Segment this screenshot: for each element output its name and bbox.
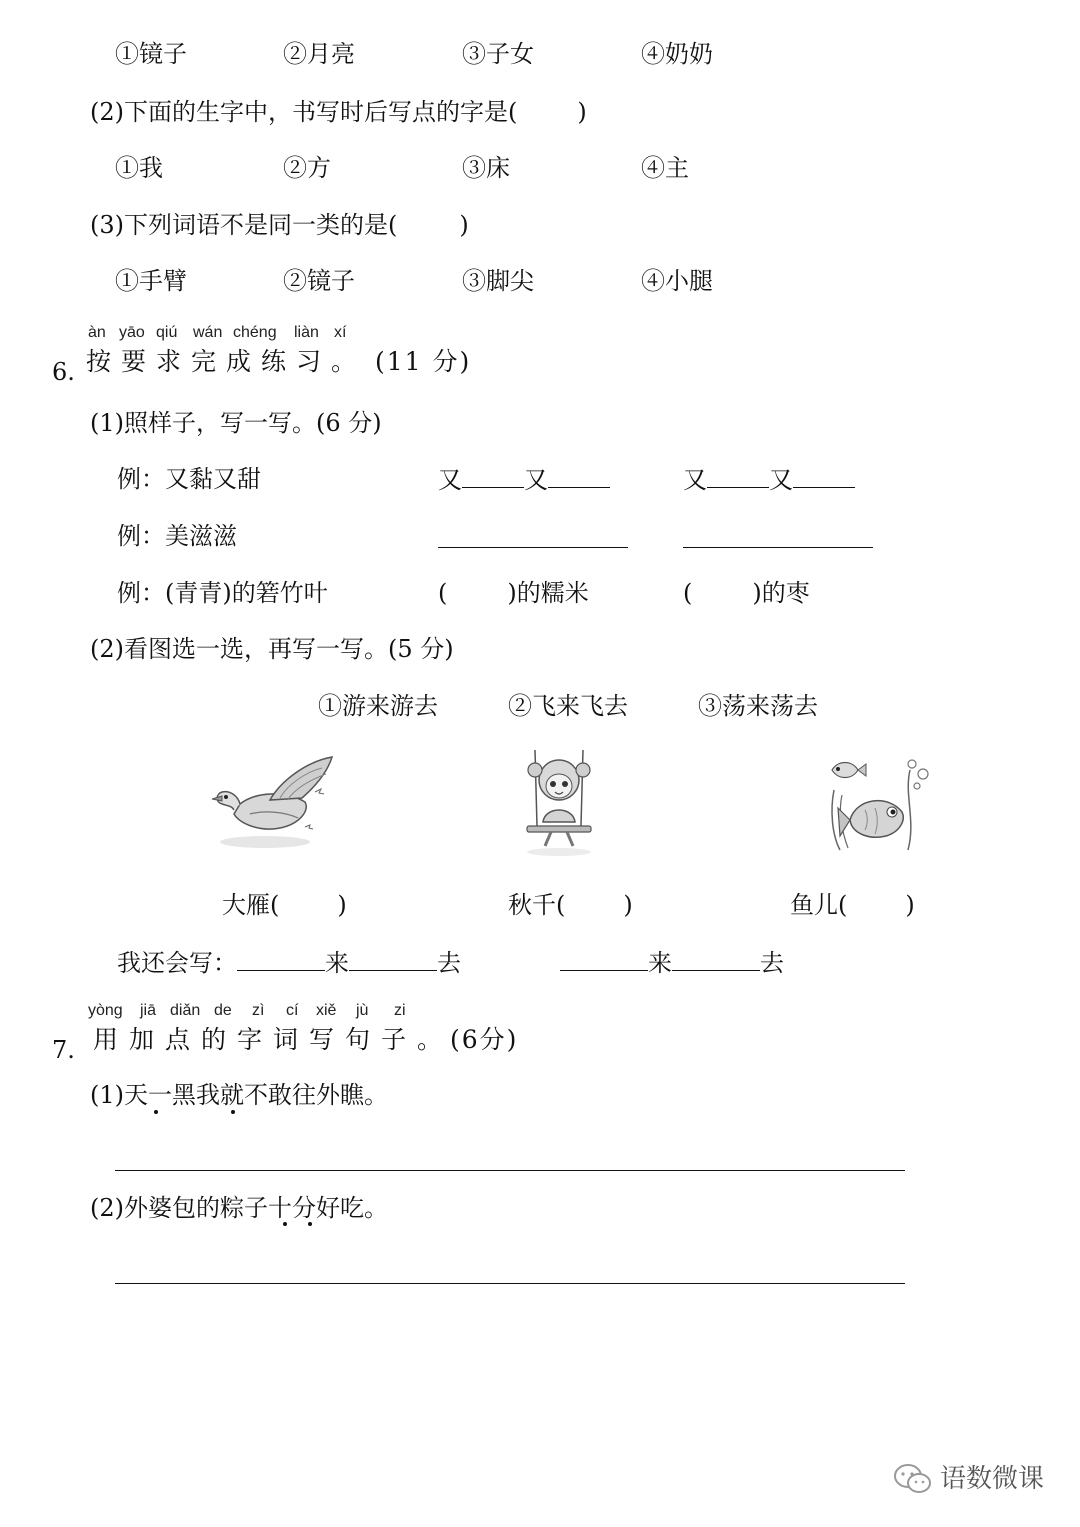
q5-3-option-a: ①手臂 <box>115 267 187 295</box>
q6-1-example-1: 例：又黏又甜 <box>117 465 261 493</box>
q6-2-option-b: ②飞来飞去 <box>508 692 628 720</box>
q6-2-option-c: ③荡来荡去 <box>698 692 818 720</box>
blank[interactable] <box>462 467 524 488</box>
q7-1-answer-line[interactable] <box>115 1170 905 1171</box>
q6-1-blank-group-1: 又 又 <box>438 467 610 492</box>
q5-2-option-a: ①我 <box>115 154 163 182</box>
q6-score: (11 分) <box>375 347 472 376</box>
q5-3-option-b: ②镜子 <box>283 267 355 295</box>
q6-1-item-1: ( )的糯米 <box>438 579 589 607</box>
q5-3-question <box>90 213 469 237</box>
q7-number: 7. <box>52 1036 75 1064</box>
goose-label: 大雁( ) <box>222 891 347 919</box>
q5-3-text: (3)下列词语不是同一类的是( <box>90 211 398 239</box>
q6-2-title: (2)看图选一选，再写一写。(5 分) <box>90 635 454 663</box>
q5-2-option-d: ④主 <box>641 154 689 182</box>
blank[interactable] <box>707 467 769 488</box>
q6-1-item-2: ( )的枣 <box>683 579 810 607</box>
q6-1-answer-line[interactable] <box>683 547 873 548</box>
blank[interactable] <box>672 950 760 971</box>
q7-sentence-2: (2)外婆包的粽子十分好吃。 <box>90 1194 388 1222</box>
q7-title: 用加点的字词写句子。 <box>93 1025 454 1054</box>
q5-2-question <box>90 100 587 124</box>
q6-2-also-write: 我还会写： 来 去 <box>117 949 461 977</box>
q7-2-answer-line[interactable] <box>115 1283 905 1284</box>
emphasis-dot <box>308 1222 312 1226</box>
q5-1-option-d: ④奶奶 <box>641 40 713 68</box>
emphasis-dot <box>231 1110 235 1114</box>
q5-1-option-a: ①镜子 <box>115 40 187 68</box>
q5-2-option-c: ③床 <box>462 154 510 182</box>
blank[interactable] <box>793 467 855 488</box>
watermark-text: 语数微课 <box>940 1464 1045 1494</box>
q6-2-also-write-2: 来 去 <box>560 950 784 975</box>
goose-icon <box>210 752 340 852</box>
blank[interactable] <box>237 950 325 971</box>
q5-3-option-d: ④小腿 <box>641 267 713 295</box>
wechat-icon <box>893 1462 933 1496</box>
q5-1-option-c: ③子女 <box>462 40 534 68</box>
q6-title: 按要求完成练习。 <box>86 347 367 376</box>
q5-2-text: (2)下面的生字中，书写时后写点的字是( <box>90 98 518 126</box>
q5-3-option-c: ③脚尖 <box>462 267 534 295</box>
blank[interactable] <box>548 467 610 488</box>
q6-1-example-3: 例：(青青)的箬竹叶 <box>117 579 328 607</box>
fish-label: 鱼儿( ) <box>790 891 915 919</box>
q7-score: (6分) <box>450 1025 519 1054</box>
blank[interactable] <box>560 950 648 971</box>
swing-label: 秋千( ) <box>508 891 633 919</box>
blank[interactable] <box>349 950 437 971</box>
q6-1-title: (1)照样子，写一写。(6 分) <box>90 409 382 437</box>
q6-1-blank-group-2: 又 又 <box>683 467 855 492</box>
q5-1-option-b: ②月亮 <box>283 40 355 68</box>
q5-2-close: ) <box>577 98 587 126</box>
emphasis-dot <box>154 1110 158 1114</box>
q7-sentence-1: (1)天一黑我就不敢往外瞧。 <box>90 1081 388 1109</box>
q6-number: 6. <box>52 358 75 386</box>
q5-2-option-b: ②方 <box>283 154 331 182</box>
emphasis-dot <box>283 1222 287 1226</box>
q5-3-close: ) <box>459 211 469 239</box>
girl-on-swing-icon <box>513 748 608 858</box>
fish-icon <box>820 750 930 860</box>
q6-1-example-2: 例：美滋滋 <box>117 522 237 550</box>
q6-1-answer-line[interactable] <box>438 547 628 548</box>
q6-2-option-a: ①游来游去 <box>318 692 438 720</box>
